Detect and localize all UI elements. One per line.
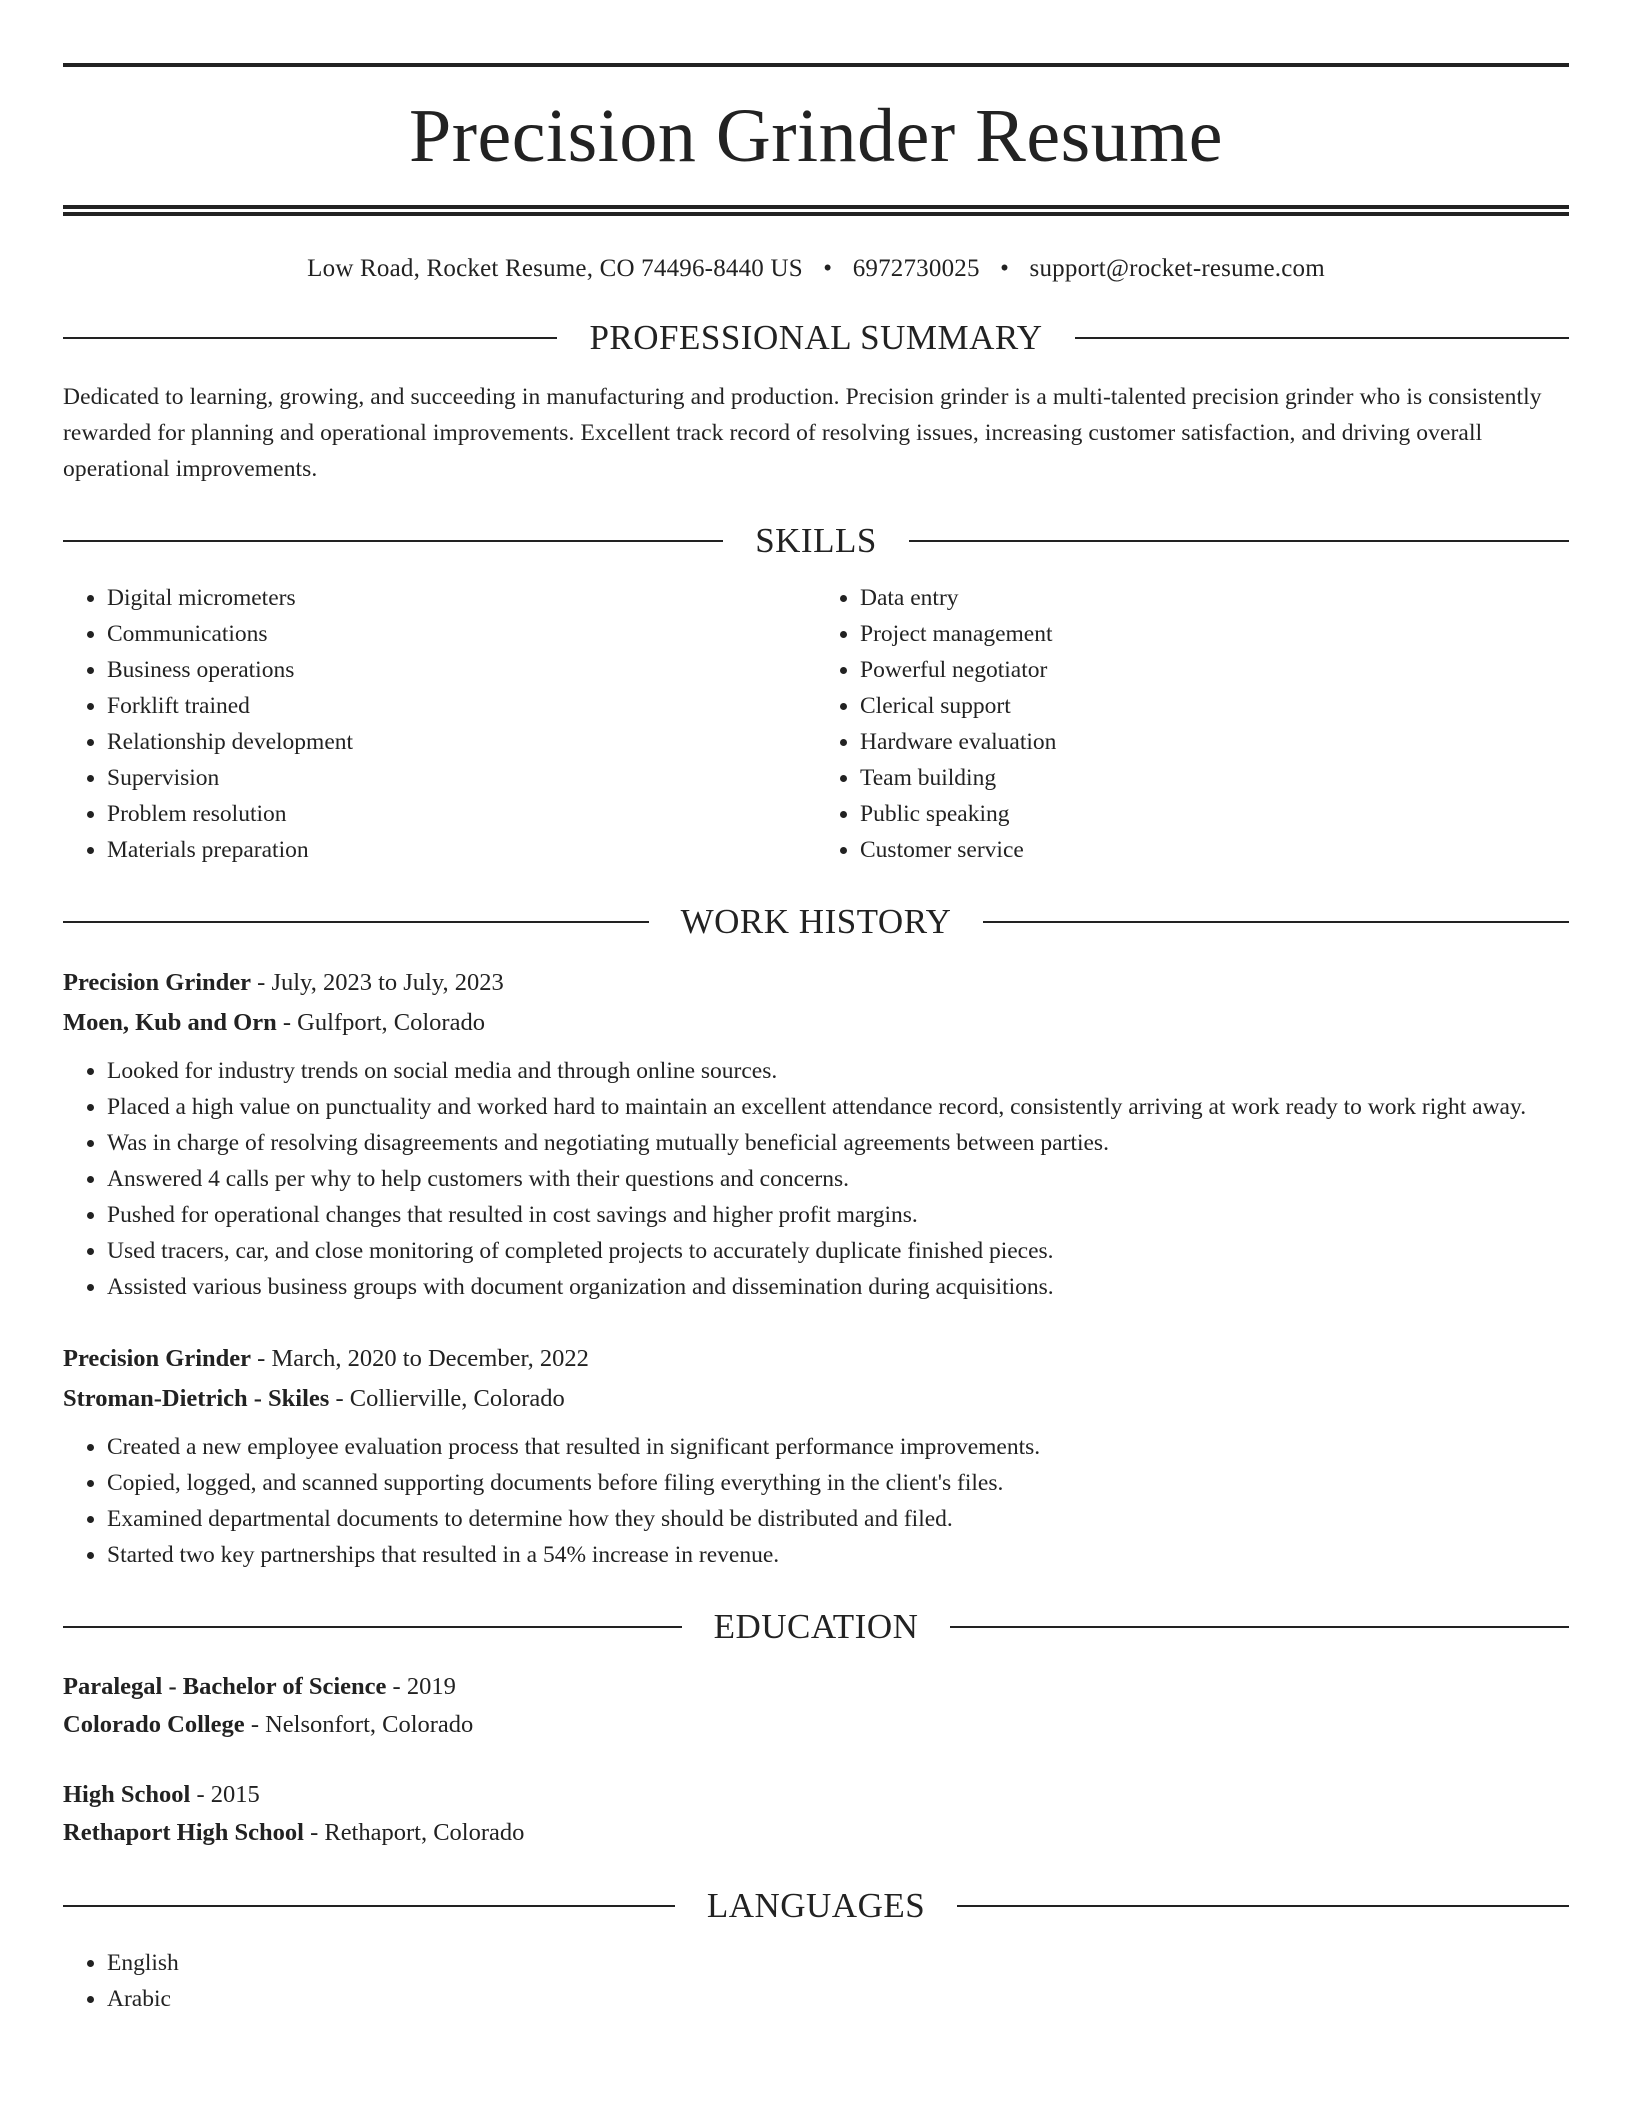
language-item: • English (107, 1945, 1569, 1981)
job-title-line (63, 1339, 1569, 1379)
education-degree-line (63, 1668, 1569, 1706)
skill-item: • Clerical support (860, 688, 1569, 724)
education-degree: High School (63, 1781, 191, 1808)
skill-item: • Public speaking (860, 796, 1569, 832)
job-duty: • Answered 4 calls per why to help customers with their questions and concerns. (107, 1161, 1569, 1197)
skill-item: • Team building (860, 760, 1569, 796)
skills-list (63, 580, 1569, 868)
skill-item: • Powerful negotiator (860, 652, 1569, 688)
education-entry (63, 1776, 1569, 1852)
job-duties (63, 1053, 1569, 1305)
section-title: PROFESSIONAL SUMMARY (589, 318, 1043, 357)
section-heading-education (63, 1609, 1569, 1644)
job-title: Precision Grinder (63, 969, 252, 996)
section-title: LANGUAGES (706, 1886, 926, 1925)
job-duty: • Created a new employee evaluation process that resulted in significant performance improvements. (107, 1429, 1569, 1465)
skills-column-left (63, 580, 816, 868)
contact-email: support@rocket-resume.com (1029, 255, 1325, 282)
education-degree: Paralegal - Bachelor of Science (63, 1673, 387, 1700)
job-duty: • Was in charge of resolving disagreements and negotiating mutually beneficial agreements between parties. (107, 1125, 1569, 1161)
job-company: Stroman-Dietrich - Skiles (63, 1385, 330, 1412)
divider (1075, 337, 1569, 339)
skill-item: • Communications (107, 616, 816, 652)
skill-item: • Problem resolution (107, 796, 816, 832)
job-location: - Collierville, Colorado (329, 1385, 565, 1412)
job-entry (63, 1339, 1569, 1573)
job-duties (63, 1429, 1569, 1573)
section-title: SKILLS (755, 521, 877, 560)
divider (63, 540, 723, 542)
job-company-line (63, 1379, 1569, 1419)
divider (63, 1626, 682, 1628)
job-dates: - March, 2020 to December, 2022 (251, 1345, 589, 1372)
skill-item: • Forklift trained (107, 688, 816, 724)
job-duty: • Used tracers, car, and close monitoring of completed projects to accurately duplicate finished pieces. (107, 1233, 1569, 1269)
education-year: - 2015 (190, 1781, 260, 1808)
skill-item: • Supervision (107, 760, 816, 796)
job-company-line (63, 1003, 1569, 1043)
education-entry (63, 1668, 1569, 1744)
education-school: Rethaport High School (63, 1819, 304, 1846)
divider (983, 921, 1569, 923)
job-duty: • Assisted various business groups with document organization and dissemination during acquisitions. (107, 1269, 1569, 1305)
skill-item: • Digital micrometers (107, 580, 816, 616)
contact-line (63, 254, 1569, 284)
skills-column-right (816, 580, 1569, 868)
contact-phone: 6972730025 (852, 255, 980, 282)
job-location: - Gulfport, Colorado (276, 1009, 485, 1036)
top-rule (63, 63, 1569, 67)
section-title: EDUCATION (713, 1607, 919, 1646)
job-title-line (63, 963, 1569, 1003)
divider (63, 337, 557, 339)
contact-address: Low Road, Rocket Resume, CO 74496-8440 US (307, 255, 803, 282)
section-heading-work-history (63, 904, 1569, 939)
education-school-line (63, 1814, 1569, 1852)
skill-item: • Data entry (860, 580, 1569, 616)
job-duty: • Pushed for operational changes that resulted in cost savings and higher profit margins. (107, 1197, 1569, 1233)
title-double-rule (63, 205, 1569, 216)
skill-item: • Materials preparation (107, 832, 816, 868)
education-year: - 2019 (386, 1673, 456, 1700)
languages-list (63, 1945, 1569, 2017)
education-location: - Nelsonfort, Colorado (244, 1711, 474, 1738)
summary-text: Dedicated to learning, growing, and succeeding in manufacturing and production. Precision grinder is a multi-talented precision grinder who is consistently rewarded for planning and operational improvements. Excellent track record of resolving issues, increasing customer satisfaction, and driving overall operational improvements. (63, 384, 1542, 482)
contact-separator: • (823, 255, 833, 282)
skill-item: • Hardware evaluation (860, 724, 1569, 760)
divider (957, 1905, 1569, 1907)
skill-item: • Project management (860, 616, 1569, 652)
education-location: - Rethaport, Colorado (303, 1819, 525, 1846)
divider (63, 921, 649, 923)
section-title: WORK HISTORY (680, 902, 952, 941)
section-heading-skills (63, 523, 1569, 558)
divider (950, 1626, 1569, 1628)
divider (63, 1905, 675, 1907)
job-duty: • Examined departmental documents to determine how they should be distributed and filed. (107, 1501, 1569, 1537)
section-heading-summary (63, 320, 1569, 355)
skill-item: • Customer service (860, 832, 1569, 868)
job-duty: • Looked for industry trends on social media and through online sources. (107, 1053, 1569, 1089)
language-item: • Arabic (107, 1981, 1569, 2017)
contact-separator: • (1000, 255, 1010, 282)
job-title: Precision Grinder (63, 1345, 252, 1372)
skill-item: • Relationship development (107, 724, 816, 760)
job-duty: • Placed a high value on punctuality and worked hard to maintain an excellent attendance record, consistently arriving at work ready to work right away. (107, 1089, 1569, 1125)
section-heading-languages (63, 1888, 1569, 1923)
job-entry (63, 963, 1569, 1305)
job-company: Moen, Kub and Orn (63, 1009, 277, 1036)
education-school-line (63, 1706, 1569, 1744)
job-dates: - July, 2023 to July, 2023 (251, 969, 504, 996)
divider (909, 540, 1569, 542)
job-duty: • Started two key partnerships that resulted in a 54% increase in revenue. (107, 1537, 1569, 1573)
job-duty: • Copied, logged, and scanned supporting documents before filing everything in the client's files. (107, 1465, 1569, 1501)
page-title: Precision Grinder Resume (408, 94, 1224, 178)
education-school: Colorado College (63, 1711, 245, 1738)
skill-item: • Business operations (107, 652, 816, 688)
education-degree-line (63, 1776, 1569, 1814)
